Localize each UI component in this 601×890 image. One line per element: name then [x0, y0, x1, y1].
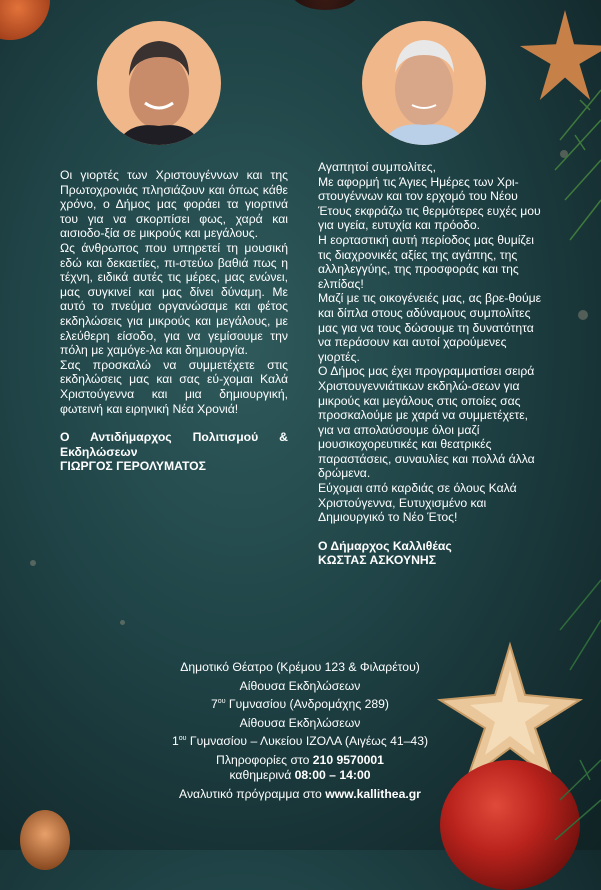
pine-branch-bottom-right [500, 560, 601, 850]
phone-number[interactable]: 210 9570001 [312, 753, 384, 768]
portrait-deputy-mayor [97, 21, 221, 145]
light-bokeh [30, 560, 36, 566]
signature-title: Ο Αντιδήμαρχος Πολιτισμού & Εκδηλώσεων [60, 430, 288, 459]
signature-title: Ο Δήμαρχος Καλλιθέας [318, 538, 452, 553]
signature-name: ΓΙΩΡΓΟΣ ΓΕΡΟΛΥΜΑΤΟΣ [60, 459, 206, 474]
signature-name: ΚΩΣΤΑΣ ΑΣΚΟΥΝΗΣ [318, 553, 437, 568]
venue-1st-gymnasium: $1^{o\upsilon}$ Γυμνασίου – Λυκείου ΙΖΟΛΑ (Αιγέως 41–43) [171, 734, 429, 749]
message-paragraph: Με αφορμή τις Άγιες Ημέρες των Χρι-στουγέννων και τον ερχομό του Νέου Έτους εκφράζω τις θερμότερες ευχές μου για υγεία, ευτυχία και πρόοδο. [318, 174, 541, 233]
ornament-top-center [290, 0, 360, 10]
message-paragraph: Οι γιορτές των Χριστουγέννων και της Πρωτοχρονιάς πλησιάζουν και όπως κάθε χρόνο, ο Δήμος μας φοράει τα γιορτινά του για να σκορπίσει φως, χαρά και αισιοδο-ξία σε μικρούς και μεγάλους. [60, 168, 288, 241]
ornament-bottom-left [20, 810, 70, 870]
ornament-top-left [0, 0, 50, 40]
office-hours-line: καθημερινά 08:00 – 14:00 [229, 768, 371, 783]
message-paragraph: Σας προσκαλώ να συμμετέχετε στις εκδηλώσεις μας και σας εύ-χομαι Καλά Χριστούγεννα και μια δημιουργική, φωτεινή και ειρηνική Νέα Χρονιά! [60, 357, 288, 416]
deputy-mayor-message [60, 168, 288, 474]
message-paragraph: Ως άνθρωπος που υπηρετεί τη μουσική εδώ και δεκαετίες, πι-στεύω βαθιά πως η τέχνη, ειδικά αυτές τις μέρες, μας ενώνει, μας συγκινεί και μας δίνει δύναμη. Με αυτό το πνεύμα οργανώσαμε και φέτος εκδηλώσεις για μικρούς και μεγάλους, με ελεύθερη είσοδο, για να γεμίσουμε την πόλη με χαμόγε-λα και δημιουργία. [60, 240, 288, 358]
info-phone-line: Πληροφορίες στο 210 9570001 [216, 753, 384, 768]
message-paragraph: Μαζί με τις οικογένειές μας, ας βρε-θούμε και δίπλα στους αδύναμους συμπολίτες μας για να τους δώσουμε τη δυνατότητα να περάσουν και αυτοί χαρούμενες γιορτές. [318, 291, 542, 364]
program-line: Αναλυτικό πρόγραμμα στο www.kallithea.gr [179, 787, 421, 802]
message-paragraph: Ο Δήμος μας έχει προγραμματίσει σειρά Χριστουγεννιάτικων εκδηλώ-σεων για μικρούς και μεγάλους στις οποίες σας προσκαλούμε με χαρά να συμμετέχετε, για να απολαύσουμε όλοι μαζί μουσικοχορευτικές και θεατρικές παραστάσεις, συναυλίες και πολλά άλλα δρώμενα. [318, 364, 535, 481]
message-paragraph: Εύχομαι από καρδιάς σε όλους Καλά Χριστούγεννα, Ευτυχισμένο και Δημιουργικό το Νέο Έτος! [318, 481, 517, 525]
mayor-message [318, 160, 546, 568]
message-paragraph: Αγαπητοί συμπολίτες, [318, 160, 437, 174]
mayor-signature [318, 539, 546, 568]
pine-branch-right [540, 80, 601, 280]
venue-hall-title: Αίθουσα Εκδηλώσεων [239, 679, 361, 693]
message-paragraph: Η εορταστική αυτή περίοδος μας θυμίζει τις διαχρονικές αξίες της αγάπης, της αλληλεγγύης, της προσφοράς και της ελπίδας! [318, 232, 534, 291]
venue-municipal-theatre: Δημοτικό Θέατρο (Κρέμου 123 & Φιλαρέτου) [180, 660, 420, 674]
deputy-mayor-signature [60, 430, 288, 474]
venue-7th-gymnasium: $7^{o\upsilon}$ Γυμνασίου (Ανδρομάχης 289) [211, 697, 389, 712]
light-bokeh [578, 310, 588, 320]
event-venues-info [130, 660, 470, 802]
portrait-mayor [362, 21, 486, 145]
light-bokeh [120, 620, 125, 625]
venue-hall-title: Αίθουσα Εκδηλώσεων [239, 716, 361, 731]
website-link[interactable]: www.kallithea.gr [325, 787, 421, 802]
